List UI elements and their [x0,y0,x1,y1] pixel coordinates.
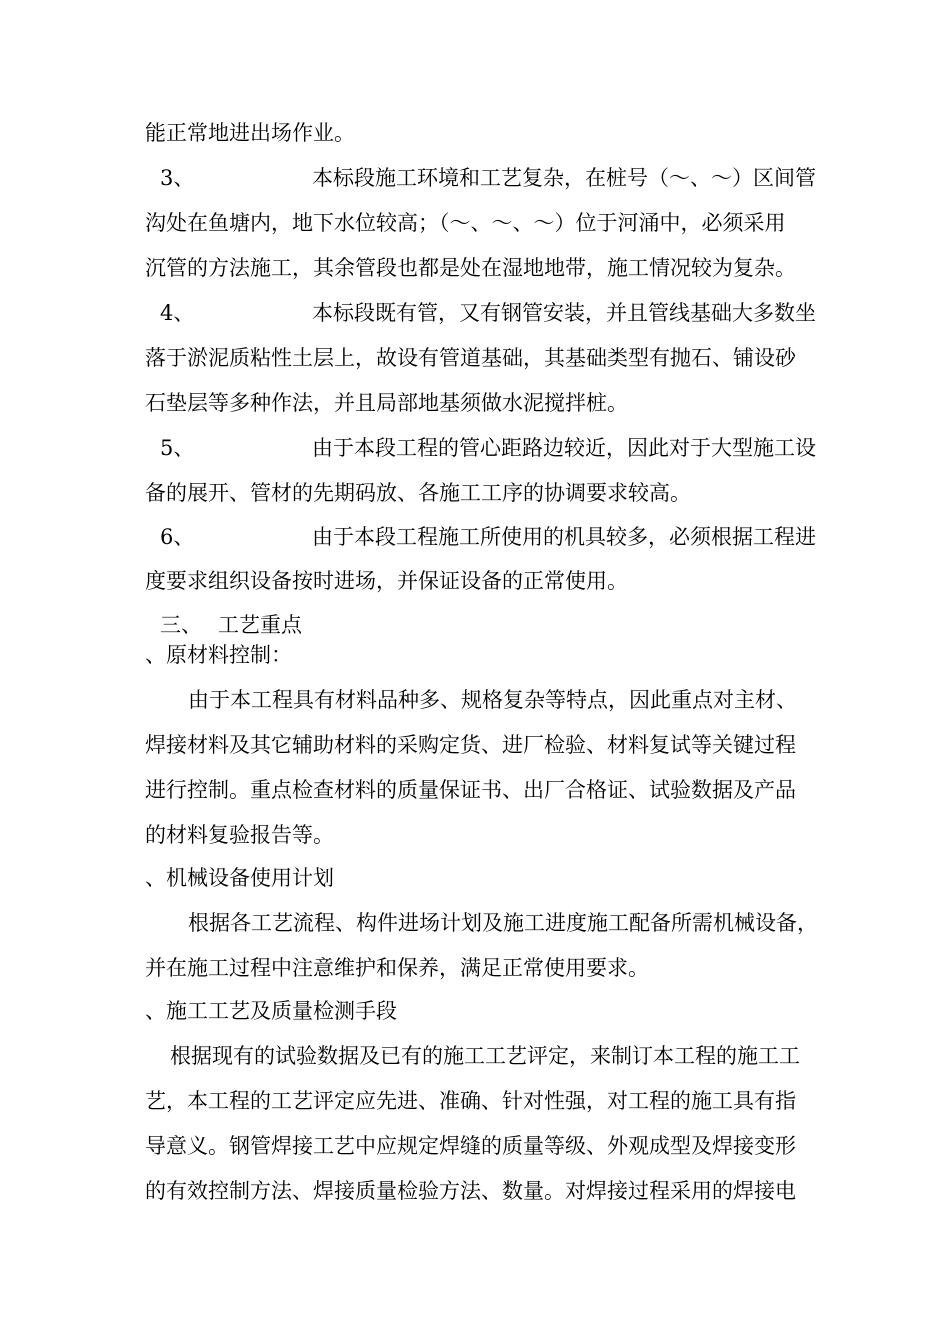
paragraph-line: 根据各工艺流程、构件进场计划及施工进度施工配备所需机械设备， [188,911,818,935]
item-first-line: 本标段施工环境和工艺复杂，在桩号（～、～）区间管 [312,166,816,190]
paragraph-line: 沟处在鱼塘内，地下水位较高；（～、～、～）位于河涌中，必须采用 [145,211,786,235]
paragraph-line: 进行控制。重点检查材料的质量保证书、出厂合格证、试验数据及产品 [145,778,796,802]
item-number: 4、 [160,301,195,325]
paragraph-line: 沉管的方法施工，其余管段也都是处在湿地地带，施工情况较为复杂。 [145,256,796,280]
paragraph-line: 的材料复验报告等。 [145,823,334,847]
subsection-heading: 、施工工艺及质量检测手段 [145,999,397,1023]
paragraph-line: 并在施工过程中注意维护和保养，满足正常使用要求。 [145,956,649,980]
paragraph-line: 落于淤泥质粘性土层上，故设有管道基础，其基础类型有抛石、铺设砂 [145,346,796,370]
paragraph-line: 由于本工程具有材料品种多、规格复杂等特点，因此重点对主材、 [188,688,797,712]
paragraph-line: 导意义。钢管焊接工艺中应规定焊缝的质量等级、外观成型及焊接变形 [145,1134,796,1158]
paragraph-line: 艺，本工程的工艺评定应先进、准确、针对性强，对工程的施工具有指 [145,1089,796,1113]
paragraph-line: 石垫层等多种作法，并且局部地基须做水泥搅拌桩。 [145,391,628,415]
paragraph-line: 焊接材料及其它辅助材料的采购定货、进厂检验、材料复试等关键过程 [145,733,796,757]
item-first-line: 由于本段工程施工所使用的机具较多，必须根据工程进 [312,525,816,549]
subsection-heading: 、机械设备使用计划 [145,866,334,890]
item-first-line: 由于本段工程的管心距路边较近，因此对于大型施工设 [312,436,816,460]
paragraph-line: 度要求组织设备按时进场，并保证设备的正常使用。 [145,569,628,593]
paragraph-line: 备的展开、管材的先期码放、各施工工序的协调要求较高。 [145,481,691,505]
section-title: 工艺重点 [218,613,302,637]
paragraph-line: 根据现有的试验数据及已有的施工工艺评定，来制订本工程的施工工 [170,1044,800,1068]
paragraph-line: 能正常地进出场作业。 [145,121,355,145]
item-number: 3、 [160,166,195,190]
item-number: 6、 [160,525,195,549]
section-number: 三、 [160,613,202,637]
item-number: 5、 [160,436,195,460]
paragraph-line: 的有效控制方法、焊接质量检验方法、数量。对焊接过程采用的焊接电 [145,1179,796,1203]
subsection-heading: 、原材料控制： [145,643,292,667]
item-first-line: 本标段既有管，又有钢管安装，并且管线基础大多数坐 [312,301,816,325]
